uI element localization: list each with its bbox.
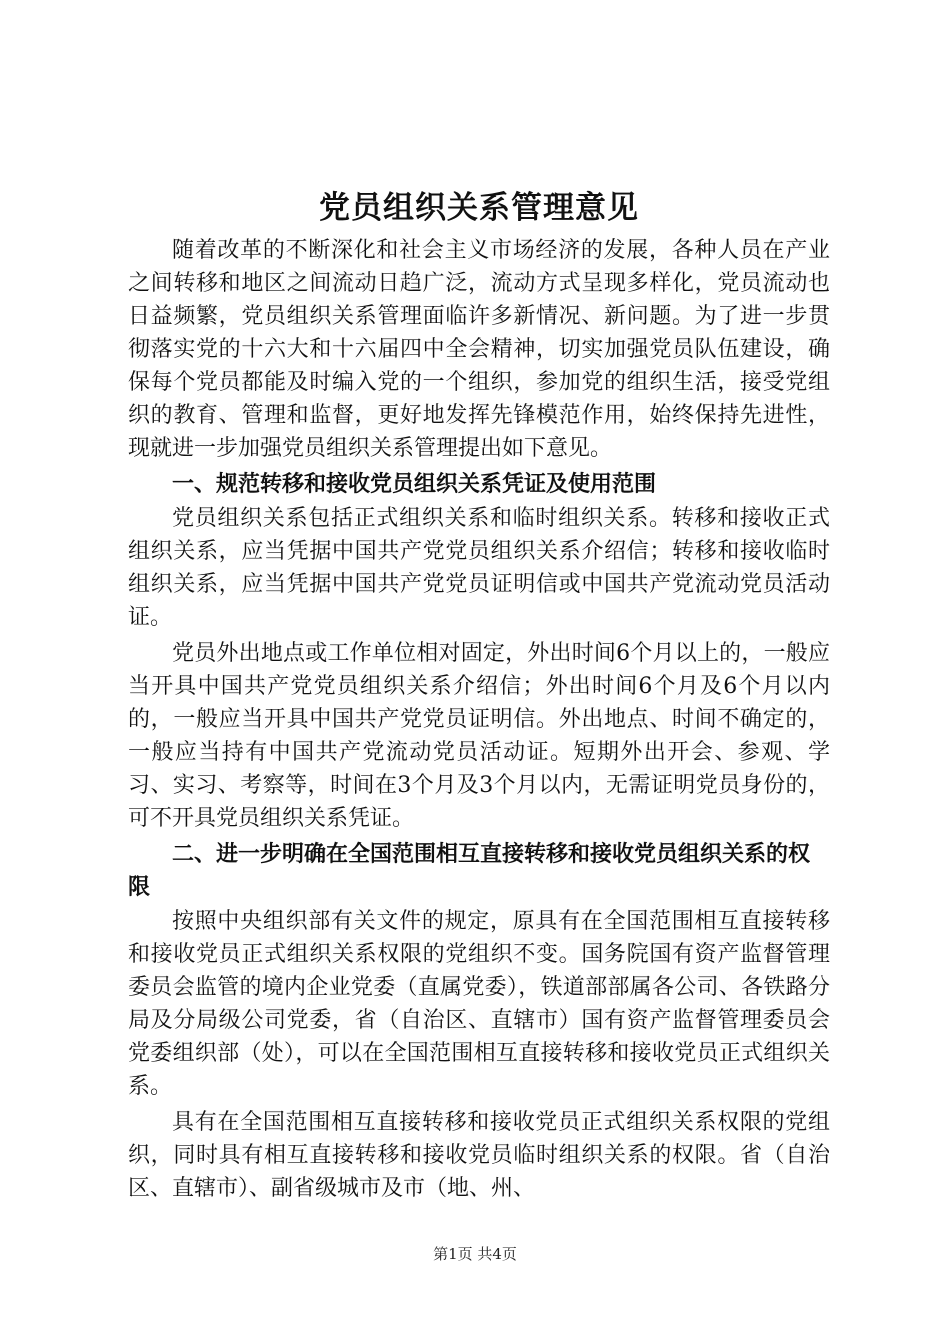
document-page [128,186,830,1205]
paragraph-intro: 随着改革的不断深化和社会主义市场经济的发展，各种人员在产业之间转移和地区之间流动日趋广泛，流动方式呈现多样化，党员流动也日益频繁，党员组织关系管理面临许多新情况、新问题。为了进一步贯彻落实党的十六大和十六届四中全会精神，切实加强党员队伍建设，确保每个党员都能及时编入党的一个组织，参加党的组织生活，接受党组织的教育、管理和监督，更好地发挥先锋模范作用，始终保持先进性，现就进一步加强党员组织关系管理提出如下意见。 [128,238,830,461]
document-title: 党员组织关系管理意见 [319,190,639,226]
page-footer: 第1页 共4页 [433,1245,517,1263]
section-heading-1: 一、规范转移和接收党员组织关系凭证及使用范围 [172,472,657,497]
paragraph-section1-2: 党员外出地点或工作单位相对固定，外出时间6个月以上的，一般应当开具中国共产党党员组织关系介绍信；外出时间6个月及6个月以内的，一般应当开具中国共产党党员证明信。外出地点、时间不确定的，一般应当持有中国共产党流动党员活动证。短期外出开会、参观、学习、实习、考察等，时间在3个月及3个月以内，无需证明党员身份的，可不开具党员组织关系凭证。 [128,641,830,831]
paragraph-section2-2: 具有在全国范围相互直接转移和接收党员正式组织关系权限的党组织，同时具有相互直接转移和接收党员临时组织关系的权限。省（自治区、直辖市）、副省级城市及市（地、州、 [128,1110,830,1201]
paragraph-section2-1: 按照中央组织部有关文件的规定，原具有在全国范围相互直接转移和接收党员正式组织关系权限的党组织不变。国务院国有资产监督管理委员会监管的境内企业党委（直属党委），铁道部部属各公司、各铁路分局及分局级公司党委，省（自治区、直辖市）国有资产监督管理委员会党委组织部（处），可以在全国范围相互直接转移和接收党员正式组织关系。 [128,909,830,1099]
section-heading-2: 二、进一步明确在全国范围相互直接转移和接收党员组织关系的权限 [128,842,811,900]
paragraph-section1-1: 党员组织关系包括正式组织关系和临时组织关系。转移和接收正式组织关系，应当凭据中国共产党党员组织关系介绍信；转移和接收临时组织关系，应当凭据中国共产党党员证明信或中国共产党流动党员活动证。 [128,506,830,630]
